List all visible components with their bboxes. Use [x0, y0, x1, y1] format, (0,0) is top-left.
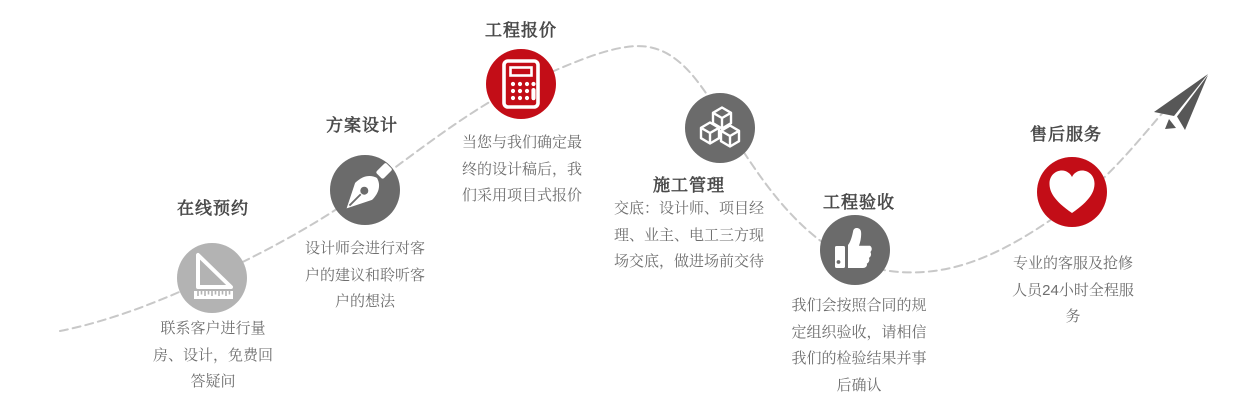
desc-line: 设计师会进行对客 [304, 240, 425, 257]
desc-line: 务 [1065, 308, 1081, 325]
desc-line: 人员24小时全程服 [1012, 281, 1134, 299]
step-title: 方案设计 [326, 116, 398, 135]
step-description [744, 293, 974, 399]
heart-icon [1037, 157, 1107, 227]
step-description [958, 251, 1188, 331]
desc-line: 定组织验收，请相信 [791, 323, 927, 341]
step-title: 工程验收 [823, 193, 895, 212]
desc-line: 当您与我们确定最 [461, 134, 582, 151]
step-title: 在线预约 [177, 199, 249, 218]
desc-line: 场交底，做进场前交待 [613, 253, 764, 270]
desc-line: 我们的检验结果并事 [791, 350, 927, 367]
desc-line: 户的建议和聆听客 [304, 266, 425, 284]
desc-line: 户的想法 [334, 293, 395, 310]
set-square-icon [177, 243, 247, 313]
desc-line: 房、设计，免费回 [152, 346, 273, 364]
cubes-icon [685, 93, 755, 163]
step-description [98, 316, 328, 396]
step-title: 施工管理 [653, 176, 725, 195]
calculator-icon [486, 49, 556, 119]
desc-line: 交底：设计师、项目经 [613, 200, 764, 217]
desc-line: 答疑问 [190, 373, 236, 390]
desc-line: 理、业主、电工三方现 [613, 226, 764, 244]
desc-line: 专业的客服及抢修 [1012, 255, 1133, 272]
desc-line: 后确认 [836, 376, 882, 394]
desc-line: 终的设计稿后，我 [461, 160, 582, 178]
pen-nib-icon [330, 155, 400, 225]
step-description [250, 236, 480, 316]
paper-plane-icon [1152, 72, 1210, 134]
step-title: 售后服务 [1030, 125, 1102, 144]
desc-line: 我们会按照合同的规 [791, 297, 927, 314]
thumbs-up-icon [820, 215, 890, 285]
step-description [574, 196, 804, 276]
desc-line: 联系客户进行量 [160, 320, 266, 337]
step-title: 工程报价 [485, 21, 557, 40]
desc-line: 们采用项目式报价 [461, 187, 582, 204]
